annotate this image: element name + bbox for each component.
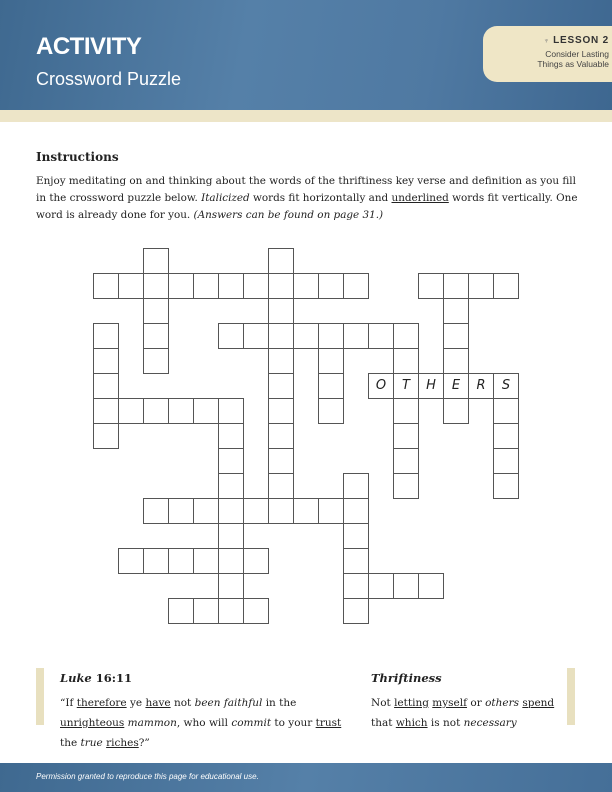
crossword-cell[interactable] <box>93 373 119 399</box>
verse-reference <box>60 671 132 685</box>
crossword-cell[interactable] <box>318 373 344 399</box>
crossword-cell[interactable] <box>143 398 169 424</box>
crossword-cell[interactable] <box>268 373 294 399</box>
text-run: mammon <box>127 717 177 729</box>
crossword-cell[interactable] <box>268 473 294 499</box>
crossword-cell[interactable] <box>268 423 294 449</box>
crossword-cell[interactable] <box>343 548 369 574</box>
crossword-cell[interactable] <box>168 548 194 574</box>
text-run: ?” <box>138 737 150 749</box>
crossword-cell[interactable] <box>343 498 369 524</box>
crossword-cell[interactable] <box>243 273 269 299</box>
crossword-cell[interactable] <box>318 398 344 424</box>
crossword-cell[interactable] <box>143 323 169 349</box>
verse-chapter: 16:11 <box>91 671 132 685</box>
verse-accent-bar <box>36 668 44 725</box>
crossword-cell[interactable] <box>243 548 269 574</box>
crossword-cell[interactable] <box>168 398 194 424</box>
crossword-cell[interactable] <box>318 348 344 374</box>
text-run: is not <box>427 717 464 729</box>
crossword-cell[interactable] <box>393 448 419 474</box>
text-run: not <box>170 697 195 709</box>
crossword-cell[interactable] <box>318 323 344 349</box>
crossword-cell[interactable] <box>218 573 244 599</box>
definition-term: Thriftiness <box>371 671 442 685</box>
crossword-cell[interactable] <box>143 273 169 299</box>
text-run: “If <box>60 697 77 709</box>
crossword-cell[interactable] <box>268 248 294 274</box>
crossword-cell[interactable] <box>343 273 369 299</box>
crossword-cell[interactable] <box>318 273 344 299</box>
crossword-cell[interactable] <box>268 498 294 524</box>
text-run: which <box>395 717 428 729</box>
crossword-cell[interactable] <box>168 273 194 299</box>
crossword-cell[interactable] <box>143 498 169 524</box>
lamp-icon: ♆ <box>543 36 554 45</box>
crossword-cell[interactable] <box>268 348 294 374</box>
text-run: that <box>371 717 396 729</box>
crossword-cell[interactable] <box>218 448 244 474</box>
crossword-cell[interactable] <box>93 398 119 424</box>
crossword-cell[interactable] <box>143 248 169 274</box>
crossword-cell[interactable] <box>93 273 119 299</box>
text-run: therefore <box>76 697 127 709</box>
crossword-cell[interactable]: H <box>418 373 444 399</box>
crossword-cell[interactable] <box>218 473 244 499</box>
crossword-cell[interactable] <box>193 598 219 624</box>
crossword-cell[interactable] <box>193 548 219 574</box>
crossword-cell[interactable] <box>493 448 519 474</box>
page-subtitle: Crossword Puzzle <box>36 69 182 89</box>
instr-part: words fit vertically. One word is already done for you. <box>36 192 578 221</box>
crossword-cell[interactable] <box>368 573 394 599</box>
footer-permission: Permission granted to reproduce this page for educational use. <box>36 772 259 781</box>
text-run: letting <box>394 697 429 709</box>
header-divider <box>0 110 612 122</box>
crossword-cell[interactable] <box>268 398 294 424</box>
crossword-cell[interactable]: T <box>393 373 419 399</box>
crossword-cell[interactable] <box>218 523 244 549</box>
crossword-cell[interactable]: E <box>443 373 469 399</box>
crossword-cell[interactable] <box>393 423 419 449</box>
text-run: commit <box>231 717 272 729</box>
crossword-cell[interactable] <box>243 323 269 349</box>
crossword-cell[interactable] <box>268 448 294 474</box>
verse-book: Luke <box>60 671 92 685</box>
crossword-cell[interactable] <box>343 523 369 549</box>
crossword-cell[interactable] <box>443 323 469 349</box>
crossword-cell[interactable] <box>93 423 119 449</box>
crossword-cell[interactable] <box>193 498 219 524</box>
crossword-cell[interactable] <box>343 323 369 349</box>
text-run: or <box>467 697 486 709</box>
crossword-cell[interactable] <box>493 273 519 299</box>
crossword-cell[interactable] <box>368 323 394 349</box>
lesson-title-2: Things as Valuable <box>537 59 609 69</box>
crossword-cell[interactable] <box>193 398 219 424</box>
crossword-cell[interactable] <box>343 573 369 599</box>
crossword-cell[interactable] <box>493 398 519 424</box>
lesson-number: LESSON 2 <box>553 35 609 46</box>
instr-note: (Answers can be found on page 31.) <box>193 209 384 221</box>
crossword-cell[interactable] <box>118 548 144 574</box>
instr-part: Enjoy meditating on and thinking about the words of the thriftiness key verse and definition as you fill in the crossword puzzle below. <box>36 175 576 204</box>
crossword-cell[interactable] <box>393 473 419 499</box>
crossword-cell[interactable]: R <box>468 373 494 399</box>
crossword-cell[interactable] <box>143 298 169 324</box>
crossword-cell[interactable] <box>443 273 469 299</box>
crossword-cell[interactable] <box>293 498 319 524</box>
crossword-cell[interactable] <box>218 498 244 524</box>
text-run: necessary <box>463 717 517 729</box>
crossword-cell[interactable] <box>93 348 119 374</box>
crossword-cell[interactable] <box>393 348 419 374</box>
text-run: spend <box>522 697 555 709</box>
crossword-cell[interactable] <box>493 423 519 449</box>
text-run: trust <box>315 717 342 729</box>
crossword-cell[interactable] <box>468 273 494 299</box>
instr-part: words fit horizontally and <box>249 192 392 204</box>
crossword-cell[interactable] <box>443 398 469 424</box>
instructions-heading: Instructions <box>36 150 119 164</box>
instructions-text <box>36 173 581 224</box>
crossword-cell[interactable] <box>493 473 519 499</box>
text-run: others <box>485 697 519 709</box>
verse-text <box>60 693 360 753</box>
crossword-cell[interactable] <box>268 273 294 299</box>
crossword-cell[interactable] <box>318 498 344 524</box>
crossword-cell[interactable] <box>243 598 269 624</box>
crossword-cell[interactable] <box>118 398 144 424</box>
crossword-cell[interactable] <box>418 573 444 599</box>
text-run: in the <box>262 697 297 709</box>
lesson-title-1: Consider Lasting <box>545 49 609 59</box>
text-run: have <box>145 697 171 709</box>
crossword-cell[interactable] <box>193 273 219 299</box>
crossword-cell[interactable] <box>218 598 244 624</box>
text-run: true <box>80 737 103 749</box>
text-run: , who will <box>176 717 232 729</box>
crossword-cell[interactable] <box>118 273 144 299</box>
definition-text <box>371 693 556 733</box>
page-title: ACTIVITY <box>36 33 142 60</box>
text-run: to your <box>271 717 316 729</box>
crossword-cell[interactable] <box>218 273 244 299</box>
instr-underline: underlined <box>391 192 449 204</box>
crossword-cell[interactable]: S <box>493 373 519 399</box>
text-run: unrighteous <box>60 717 125 729</box>
crossword-cell[interactable] <box>168 598 194 624</box>
crossword-cell[interactable] <box>143 348 169 374</box>
crossword-cell[interactable] <box>343 473 369 499</box>
text-run: ye <box>126 697 146 709</box>
crossword-cell[interactable] <box>443 298 469 324</box>
crossword-cell[interactable] <box>293 273 319 299</box>
text-run: Not <box>371 697 395 709</box>
text-run: myself <box>432 697 468 709</box>
crossword-cell[interactable] <box>143 548 169 574</box>
crossword-cell[interactable] <box>268 298 294 324</box>
crossword-cell[interactable] <box>268 323 294 349</box>
crossword-cell[interactable] <box>418 273 444 299</box>
crossword-cell[interactable] <box>393 573 419 599</box>
text-run: the <box>60 737 81 749</box>
crossword-cell[interactable] <box>218 398 244 424</box>
header-banner <box>0 0 612 110</box>
crossword-cell[interactable] <box>243 498 269 524</box>
crossword-cell[interactable] <box>443 348 469 374</box>
crossword-cell[interactable] <box>343 598 369 624</box>
lesson-badge <box>483 26 612 82</box>
footer <box>0 763 612 792</box>
crossword-cell[interactable]: O <box>368 373 394 399</box>
crossword-cell[interactable] <box>168 498 194 524</box>
crossword-cell[interactable] <box>393 323 419 349</box>
text-run: been faithful <box>194 697 263 709</box>
crossword-cell[interactable] <box>393 398 419 424</box>
crossword-cell[interactable] <box>218 548 244 574</box>
crossword-cell[interactable] <box>218 323 244 349</box>
crossword-cell[interactable] <box>293 323 319 349</box>
crossword-cell[interactable] <box>93 323 119 349</box>
text-run: riches <box>106 737 139 749</box>
instr-italic: Italicized <box>201 192 250 204</box>
crossword-cell[interactable] <box>218 423 244 449</box>
definition-accent-bar <box>567 668 575 725</box>
